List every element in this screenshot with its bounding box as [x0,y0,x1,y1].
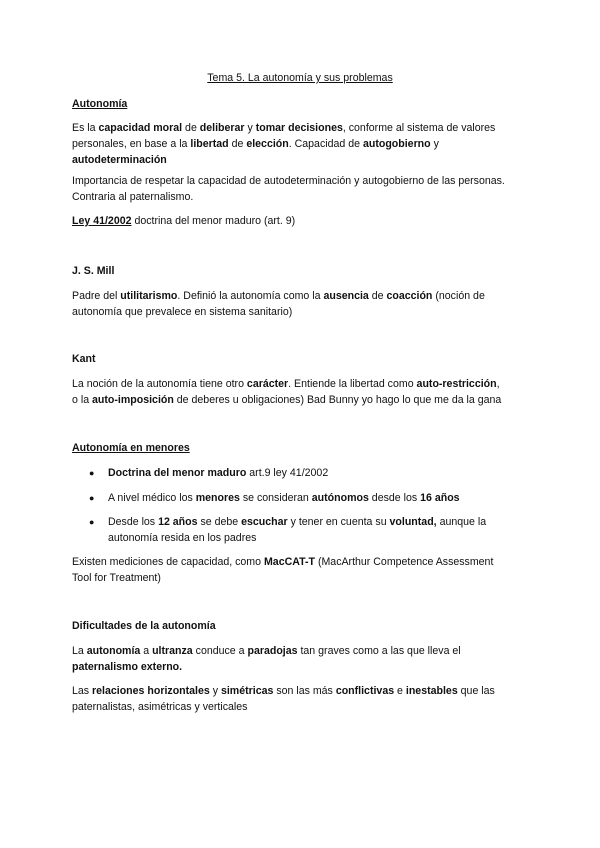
list-item: Desde los 12 años se debe escuchar y tener en cuenta su voluntad, aunque la autonomía resida en los padres [108,516,487,544]
list-item: Doctrina del menor maduro art.9 ley 41/2002 [108,467,329,479]
dificultades-paragraph-2: Las relaciones horizontales y simétricas son las más conflictivas e inestables que las paternalistas, asimétricas y verticales [72,685,495,713]
ley-reference: Ley 41/2002 doctrina del menor maduro (art. 9) [72,215,296,227]
heading-kant: Kant [72,353,96,365]
autonomia-definition: Es la capacidad moral de deliberar y tomar decisiones, conforme al sistema de valores personales, en base a la libertad de elección. Capacidad de autogobierno y autodeterminación [72,122,496,166]
heading-mill: J. S. Mill [72,265,115,277]
document-title: Tema 5. La autonomía y sus problemas [207,72,393,84]
list-item: A nivel médico los menores se consideran autónomos desde los 16 años [108,492,460,504]
mill-paragraph: Padre del utilitarismo. Definió la autonomía como la ausencia de coacción (noción de autonomía que prevalece en sistema sanitario) [72,290,485,318]
heading-autonomia: Autonomía [72,98,128,110]
kant-paragraph: La noción de la autonomía tiene otro carácter. Entiende la libertad como auto-restricción, o la auto-imposición de deberes u obligaciones) Bad Bunny yo hago lo que me da la gana [72,378,502,406]
bullet-icon: ● [89,468,95,478]
autonomia-importance: Importancia de respetar la capacidad de autodeterminación y autogobierno de las personas. Contraria al paternalismo. [72,175,505,203]
bullet-icon: ● [89,517,95,527]
dificultades-paragraph-1: La autonomía a ultranza conduce a paradojas tan graves como a las que lleva el paternalismo externo. [72,645,461,673]
bullet-icon: ● [89,493,95,503]
heading-menores: Autonomía en menores [72,442,190,454]
heading-dificultades: Dificultades de la autonomía [72,620,216,632]
maccat-paragraph: Existen mediciones de capacidad, como MacCAT-T (MacArthur Competence Assessment Tool for Treatment) [72,556,494,584]
